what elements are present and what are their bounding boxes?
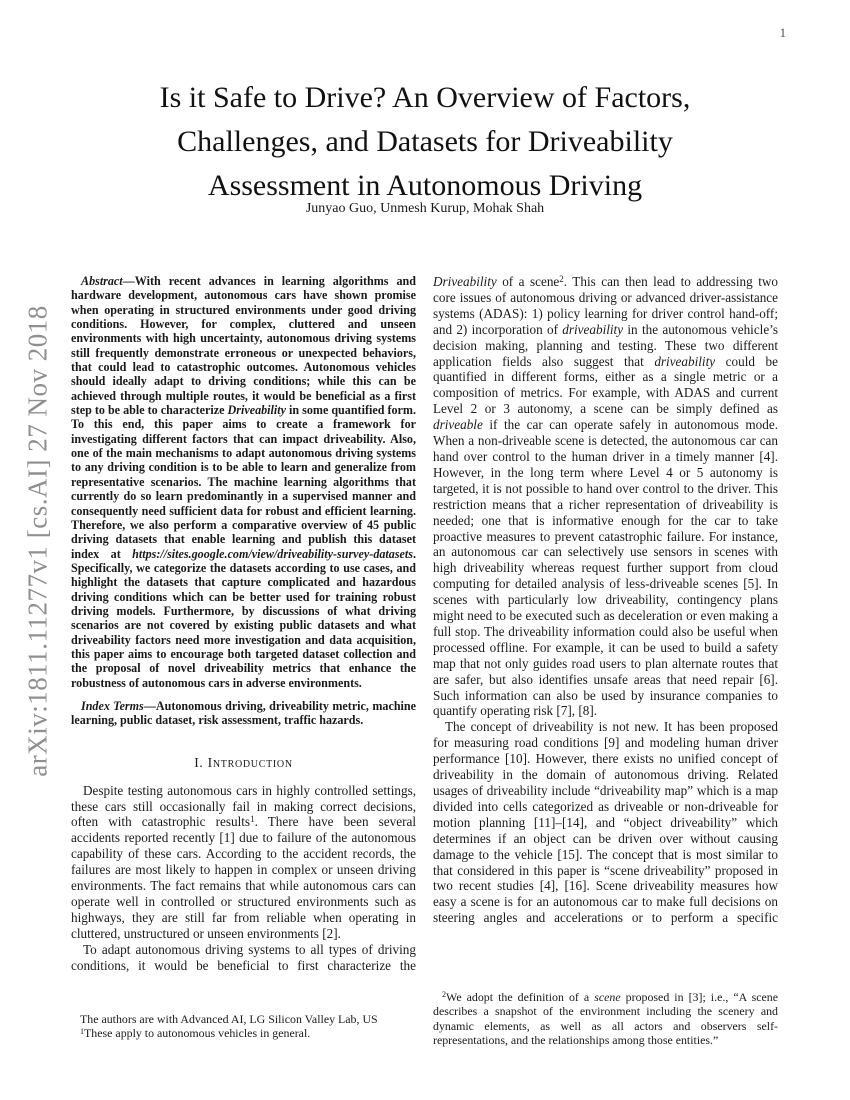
intro-paragraph-1: Despite testing autonomous cars in highly controlled settings, these cars still occasionally fail in making correct decisions, often with catastrophic results$^1$. There have been several accidents reported recently [1] due to failure of the autonomous capability of these cars. According to the accident records, the failures are most likely to happen in complex or unseen driving environments. The fact remains that while autonomous cars can operate well in controlled or structured environments such as highways, they are still far from reliable when operating in cluttered, unstructured or unseen environments [2]. — [71, 782, 417, 941]
title-line-2: Challenges, and Datasets for Driveability — [177, 125, 673, 158]
footnote-1: $^1$These apply to autonomous vehicles in general. — [80, 1026, 311, 1041]
footnote-2: $^2$We adopt the definition of a scene proposed in [3]; i.e., “A scene describes a snapshot of the environment including the scenery and dynamic elements, as well as all actors and observers self-representations, and the relationships among those entities.” — [433, 990, 778, 1048]
left-footnote-block — [71, 1012, 416, 1041]
arxiv-watermark: arXiv:1811.11277v1 [cs.AI] 27 Nov 2018 — [22, 305, 53, 777]
title-line-1: Is it Safe to Drive? An Overview of Factors, — [159, 81, 691, 114]
index-terms-paragraph: Index Terms—Autonomous driving, driveability metric, machine learning, public dataset, risk assessment, traffic hazards. — [71, 698, 416, 728]
intro-paragraph-2: To adapt autonomous driving systems to all types of driving conditions, it would be beneficial to first characterize the — [71, 941, 416, 973]
left-column — [71, 274, 416, 974]
related-concepts-paragraph: The concept of driveability is not new. It has been proposed for measuring road conditions [9] and modeling human driver performance [10]. However, there exists no unified concept of driveability in the domain of autonomous driving. Related usages of driveability include “driveability map” which is a map divided into cells categorized as driveable or non-driveable for motion planning [11]–[14], and “object driveability” which determines if an object can be driven over without causing damage to the vehicle [15]. The concept that is most similar to that considered in this paper is “scene driveability” proposed in two recent studies [4], [16]. Scene driveability measures how easy a scene is for an autonomous car to make full decisions on steering angles and accelerations or to perform a specific — [433, 719, 778, 926]
paper-title — [0, 76, 850, 208]
section-heading-introduction: I. Introduction — [194, 754, 293, 770]
page-number: 1 — [779, 26, 786, 40]
affiliation-footnote: The authors are with Advanced AI, LG Silicon Valley Lab, US — [80, 1012, 378, 1026]
right-footnote-block — [433, 990, 778, 1048]
title-line-3: Assessment in Autonomous Driving — [207, 169, 643, 202]
authors: Junyao Guo, Unmesh Kurup, Mohak Shah — [305, 201, 545, 216]
abstract-paragraph: Abstract—With recent advances in learning algorithms and hardware development, autonomous cars have shown promise when operating in structured environments under good driving conditions. However, for complex, cluttered and unseen environments with high uncertainty, autonomous driving systems still frequently demonstrate erroneous or unexpected behaviors, that could lead to catastrophic outcomes. Autonomous vehicles should ideally adapt to driving conditions; while this can be achieved through multiple routes, it would be beneficial as a first step to be able to characterize Driveability in some quantified form. To this end, this paper aims to create a framework for investigating different factors that can impact driveability. Also, one of the main mechanisms to adapt autonomous driving systems to any driving condition is to be able to learn and generalize from representative scenarios. The machine learning algorithms that currently do so learn predominantly in a supervised manner and consequently need sufficient data for robust and efficient learning. Therefore, we also perform a comparative overview of 45 public driving datasets that enable learning and publish this dataset index at https://sites.google.com/view/driveability-survey-datasets. Specifically, we categorize the datasets according to use cases, and highlight the datasets that capture complicated and hazardous driving conditions which can be better used for training robust driving models. Furthermore, by discussions of what driving scenarios are not covered by existing public datasets and what driveability factors need more investigation and data acquisition, this paper aims to encourage both targeted dataset collection and the proposal of novel driveability metrics that enhance the robustness of autonomous cars in adverse environments. — [71, 274, 416, 690]
continuation-paragraph: Driveability of a scene$^2$. This can then lead to addressing two core issues of autonomous driving or advanced driver-assistance systems (ADAS): 1) policy learning for driver control hand-off; and 2) incorporation of driveability in the autonomous vehicle’s decision making, planning and testing. These two different application fields also suggest that driveability could be quantified in different forms, either as a single metric or a composition of metrics. For example, with ADAS and current Level 2 or 3 autonomy, a scene can be simply defined as driveable if the car can operate safely in autonomous mode. When a non-driveable scene is detected, the autonomous car can hand over control to the human driver in a timely manner [4]. However, in the long term where Level 4 or 5 autonomy is targeted, it is not possible to hand over control to the driver. This restriction means that a richer representation of driveability is needed; one that is informative enough for the car to take proactive measures to prevent catastrophic failure. For instance, an autonomous car can selectively use sensors in scenes with high driveability whereas request further support from cloud computing for detailed analysis of less-driveable scenes [5]. In scenes with particularly low driveability, contingency plans might need to be executed such as deceleration or even making a full stop. The driveability information could also be useful when processed offline. For example, it can be used to build a safety map that not only guides road users to plan alternate routes that are safer, but also identifies unsafe areas that need repair [6]. Such information can also be used by insurance companies to quantify operating risk [7], [8]. — [433, 273, 778, 719]
right-column — [433, 274, 778, 926]
